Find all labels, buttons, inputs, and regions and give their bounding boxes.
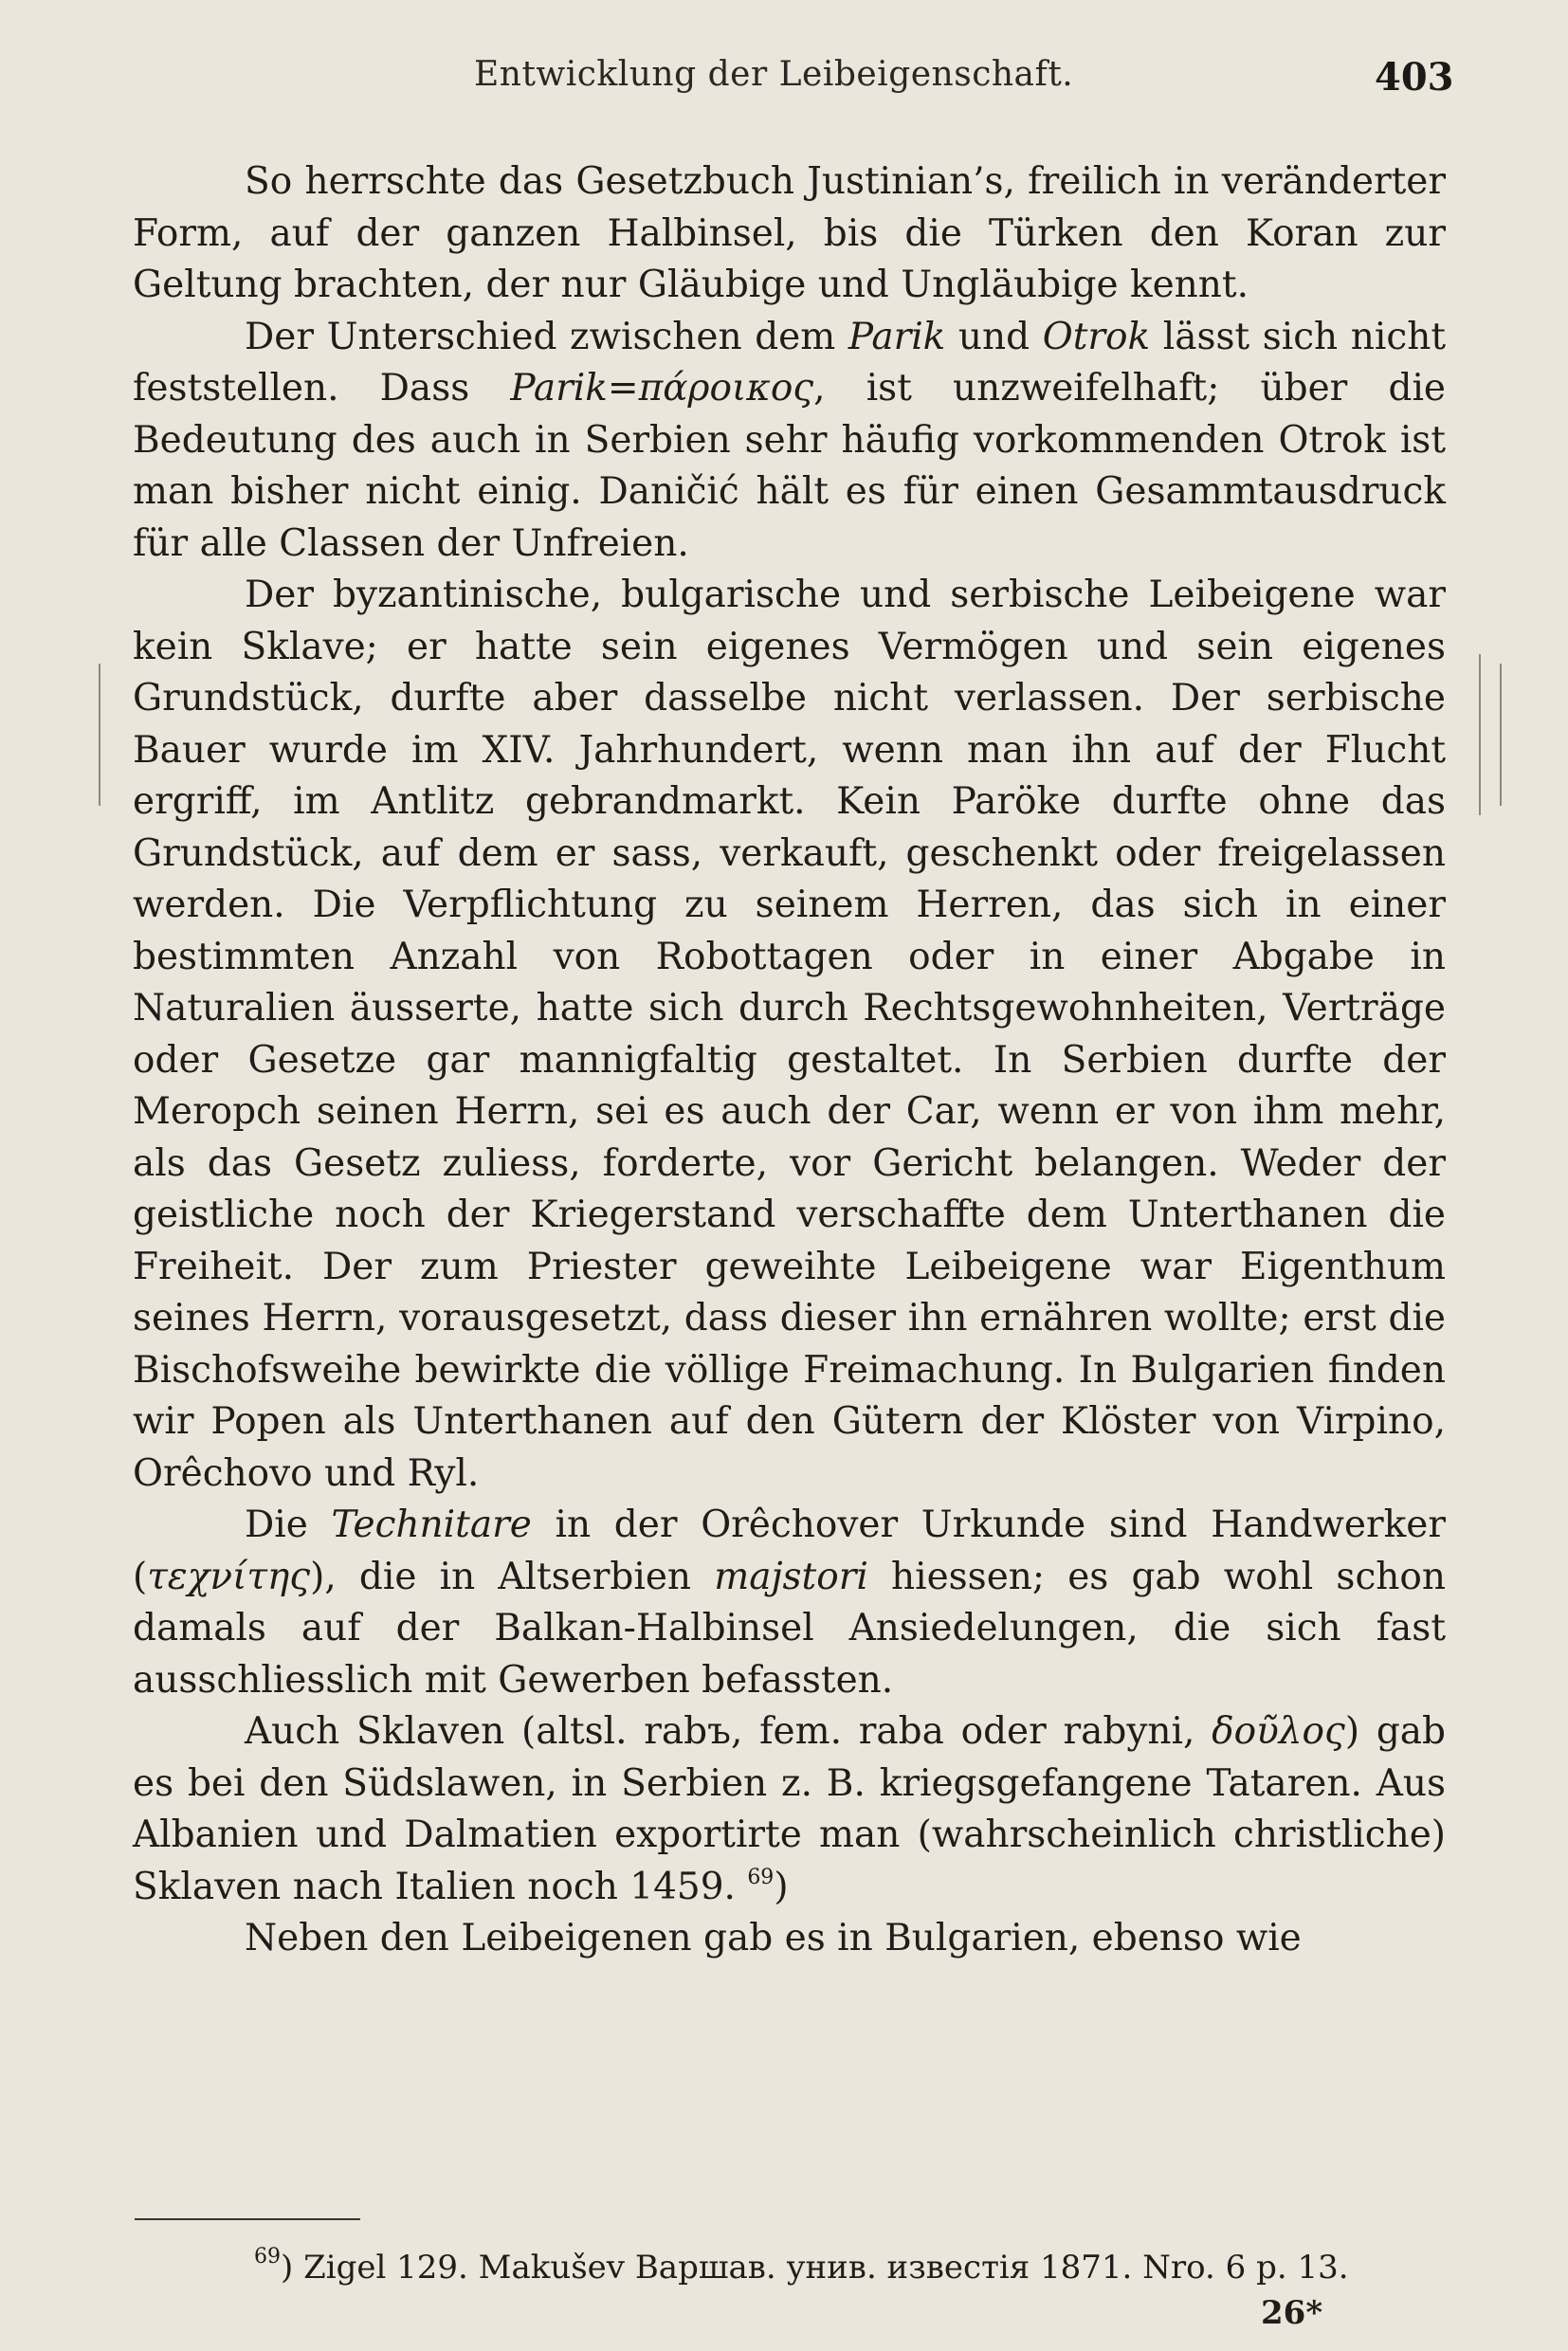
paragraph — [133, 1500, 1446, 1706]
text-run: ) gab es bei den Südslawen, in Serbien z. B. kriegsgefangene Tataren. Aus Albanien und Dalmatien exportirte man (wahrscheinlich christliche) Sklaven nach Italien noch 1459. — [133, 1710, 1447, 1908]
italic-term: Parik — [848, 315, 946, 358]
italic-term: majstori — [714, 1555, 868, 1598]
text-run: ) — [774, 1865, 789, 1908]
footnote-reference: 69 — [747, 1865, 775, 1889]
paragraph — [133, 156, 1446, 312]
paragraph — [133, 1913, 1446, 1965]
text-run: Die — [245, 1504, 332, 1546]
running-header — [0, 55, 1568, 112]
text-run: und — [945, 315, 1043, 358]
footnote-marker: 69 — [254, 2245, 281, 2269]
signature-mark: 26* — [1261, 2294, 1323, 2332]
left-margin-mark — [99, 664, 100, 806]
text-run: in der Orêchover Urkunde sind Handwerker ( — [133, 1504, 1446, 1598]
page-number: 403 — [1375, 55, 1454, 100]
text-run: ), die in Altserbien — [310, 1555, 715, 1598]
footnote — [254, 2247, 1450, 2288]
italic-term: τεχνίτης — [147, 1555, 311, 1598]
paragraph — [133, 1706, 1446, 1913]
text-run: Auch Sklaven (altsl. rabъ, fem. raba oder rabyni, — [245, 1710, 1212, 1753]
italic-term: Parik — [510, 367, 608, 410]
text-run: Neben den Leibeigenen gab es in Bulgarien, ebenso wie — [245, 1917, 1302, 1959]
running-title: Entwicklung der Leibeigenschaft. — [474, 55, 1074, 94]
italic-term: Otrok — [1042, 315, 1151, 358]
footnote-text: ) Zigel 129. Makušev Варшав. унив. известія 1871. Nro. 6 p. 13. — [281, 2249, 1349, 2287]
text-run: So herrschte das Gesetzbuch Justinian’s, freilich in veränderter Form, auf der ganzen Halbinsel, bis die Türken den Koran zur Geltung brachten, der nur Gläubige und Ungläubige kennt. — [133, 160, 1446, 306]
paragraph — [133, 312, 1446, 571]
text-run: = — [607, 367, 639, 410]
text-run: lässt sich nicht feststellen. Dass — [133, 315, 1446, 410]
footnote-rule — [135, 2218, 360, 2220]
paragraph — [133, 570, 1446, 1500]
body-text — [133, 156, 1446, 1965]
text-run: hiessen; es gab wohl schon damals auf der Balkan-Halbinsel Ansiedelungen, die sich fast ausschliesslich mit Gewerben befassten. — [133, 1555, 1446, 1702]
italic-term: δοῦλος — [1212, 1710, 1345, 1753]
italic-term: πάροικος — [638, 367, 814, 410]
text-run: Der byzantinische, bulgarische und serbische Leibeigene war kein Sklave; er hatte sein eigenes Vermögen und sein eigenes Grundstück, durfte aber dasselbe nicht verlassen. Der serbische Bauer wurde im XIV. Jahrhundert, wenn man ihn auf der Flucht ergriff, im Antlitz gebrandmarkt. Kein Paröke durfte ohne das Grundstück, auf dem er sass, verkauft, geschenkt oder freigelassen werden. Die Verpflichtung zu seinem Herren, das sich in einer bestimmten Anzahl von Robottagen oder in einer Abgabe in Naturalien äusserte, hatte sich durch Rechtsgewohnheiten, Verträge oder Gesetze gar mannigfaltig gestaltet. In Serbien durfte der Meropch seinen Herrn, sei es auch der Car, wenn er von ihm mehr, als das Gesetz zuliess, forderte, vor Gericht belangen. Weder der geistliche noch der Kriegerstand verschaffte dem Unterthanen die Freiheit. Der zum Priester geweihte Leibeigene war Eigenthum seines Herrn, vorausgesetzt, dass dieser ihn ernähren wollte; erst die Bischofsweihe bewirkte die völlige Freimachung. In Bulgarien finden wir Popen als Unterthanen auf den Gütern der Klöster von Virpino, Orêchovo und Ryl. — [133, 574, 1446, 1495]
right-margin-mark-2 — [1500, 664, 1502, 806]
text-run: Der Unterschied zwischen dem — [245, 315, 848, 358]
right-margin-mark — [1479, 654, 1481, 815]
text-run: , ist unzweifelhaft; über die Bedeutung des auch in Serbien sehr häufig vorkommenden Otrok ist man bisher nicht einig. Daničić hält es für einen Gesammtausdruck für alle Classen der Unfreien. — [133, 367, 1446, 565]
italic-term: Technitare — [331, 1504, 532, 1546]
